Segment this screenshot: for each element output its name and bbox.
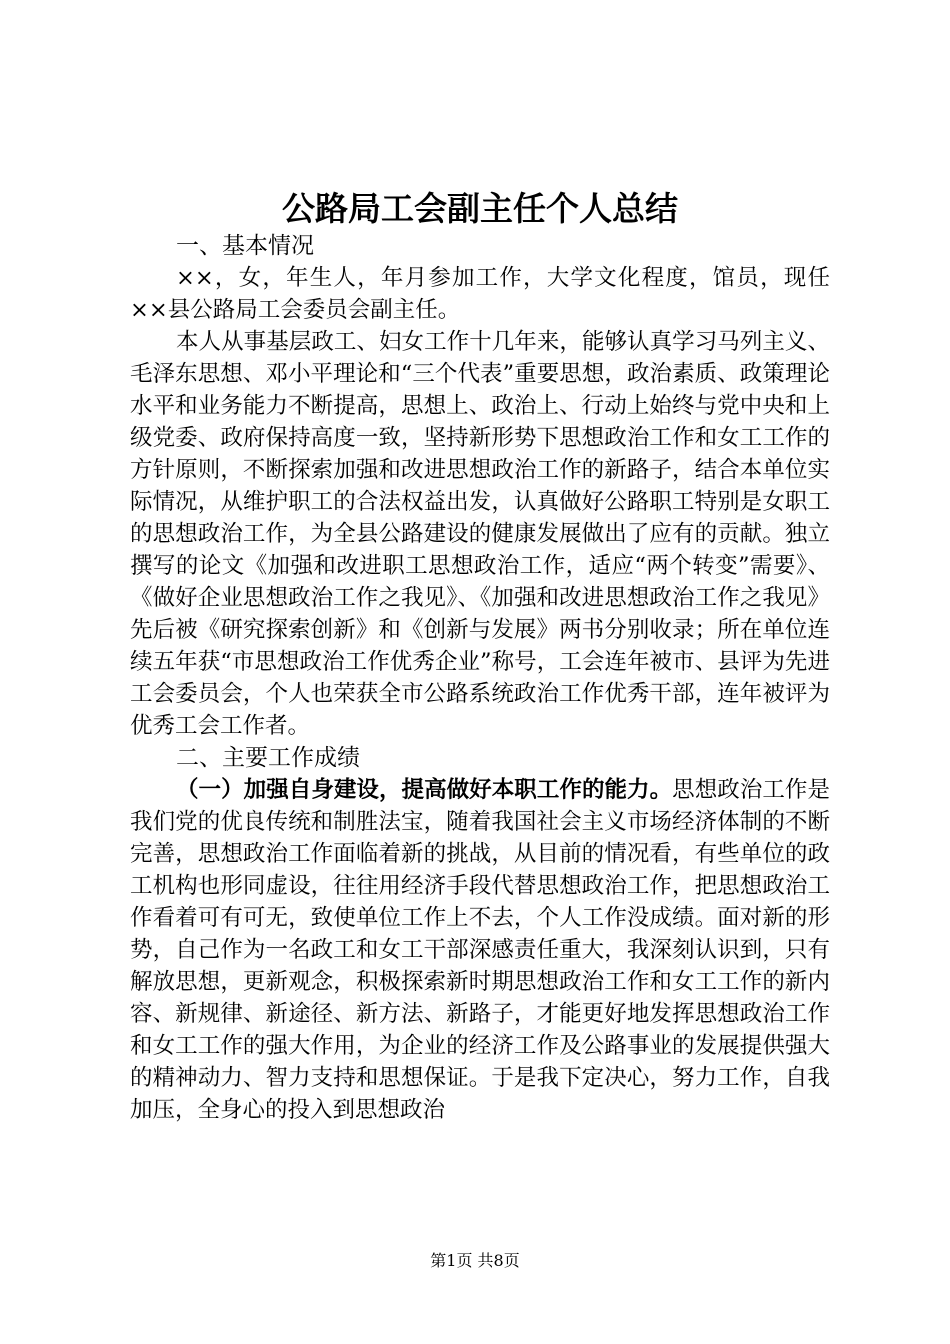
section-heading-main-achievements: 二、主要工作成绩 bbox=[176, 745, 360, 771]
document-page bbox=[130, 188, 830, 1126]
paragraph-achievements-1 bbox=[130, 774, 830, 1126]
paragraph-achievements-body: 思想政治工作是我们党的优良传统和制胜法宝，随着我国社会主义市场经济体制的不断完善，思想政治工作面临着新的挑战，从目前的情况看，有些单位的政工机构也形同虚设，往往用经济手段代替思想政治工作，把思想政治工作看着可有可无，致使单位工作上不去，个人工作没成绩。面对新的形势，自己作为一名政工和女工干部深感责任重大，我深刻认识到，只有解放思想，更新观念，积极探索新时期思想政治工作和女工工作的新内容、新规律、新途径、新方法、新路子，才能更好地发挥思想政治工作和女工工作的强大作用，为企业的经济工作及公路事业的发展提供强大的精神动力、智力支持和思想保证。于是我下定决心，努力工作，自我加压，全身心的投入到思想政治 bbox=[130, 777, 830, 1123]
page-footer: 第1页 共8页 bbox=[430, 1251, 520, 1270]
paragraph-basic-info-1: ××，女，年生人，年月参加工作，大学文化程度，馆员，现任××县公路局工会委员会副主任。 bbox=[130, 265, 830, 323]
subheading-self-building: （一）加强自身建设，提高做好本职工作的能力。 bbox=[176, 777, 673, 803]
paragraph-basic-info-2: 本人从事基层政工、妇女工作十几年来，能够认真学习马列主义、毛泽东思想、邓小平理论和“三个代表”重要思想，政治素质、政策理论水平和业务能力不断提高，思想上、政治上、行动上始终与党中央和上级党委、政府保持高度一致，坚持新形势下思想政治工作和女工工作的方针原则，不断探索加强和改进思想政治工作的新路子，结合本单位实际情况，从维护职工的合法权益出发，认真做好公路职工特别是女职工的思想政治工作，为全县公路建设的健康发展做出了应有的贡献。独立撰写的论文《加强和改进职工思想政治工作，适应“两个转变”需要》、《做好企业思想政治工作之我见》、《加强和改进思想政治工作之我见》先后被《研究探索创新》和《创新与发展》两书分别收录；所在单位连续五年获“市思想政治工作优秀企业”称号，工会连年被市、县评为先进工会委员会，个人也荣获全市公路系统政治工作优秀干部，连年被评为优秀工会工作者。 bbox=[130, 329, 830, 739]
section-heading-basic-info: 一、基本情况 bbox=[176, 233, 314, 259]
document-title: 公路局工会副主任个人总结 bbox=[282, 189, 678, 228]
